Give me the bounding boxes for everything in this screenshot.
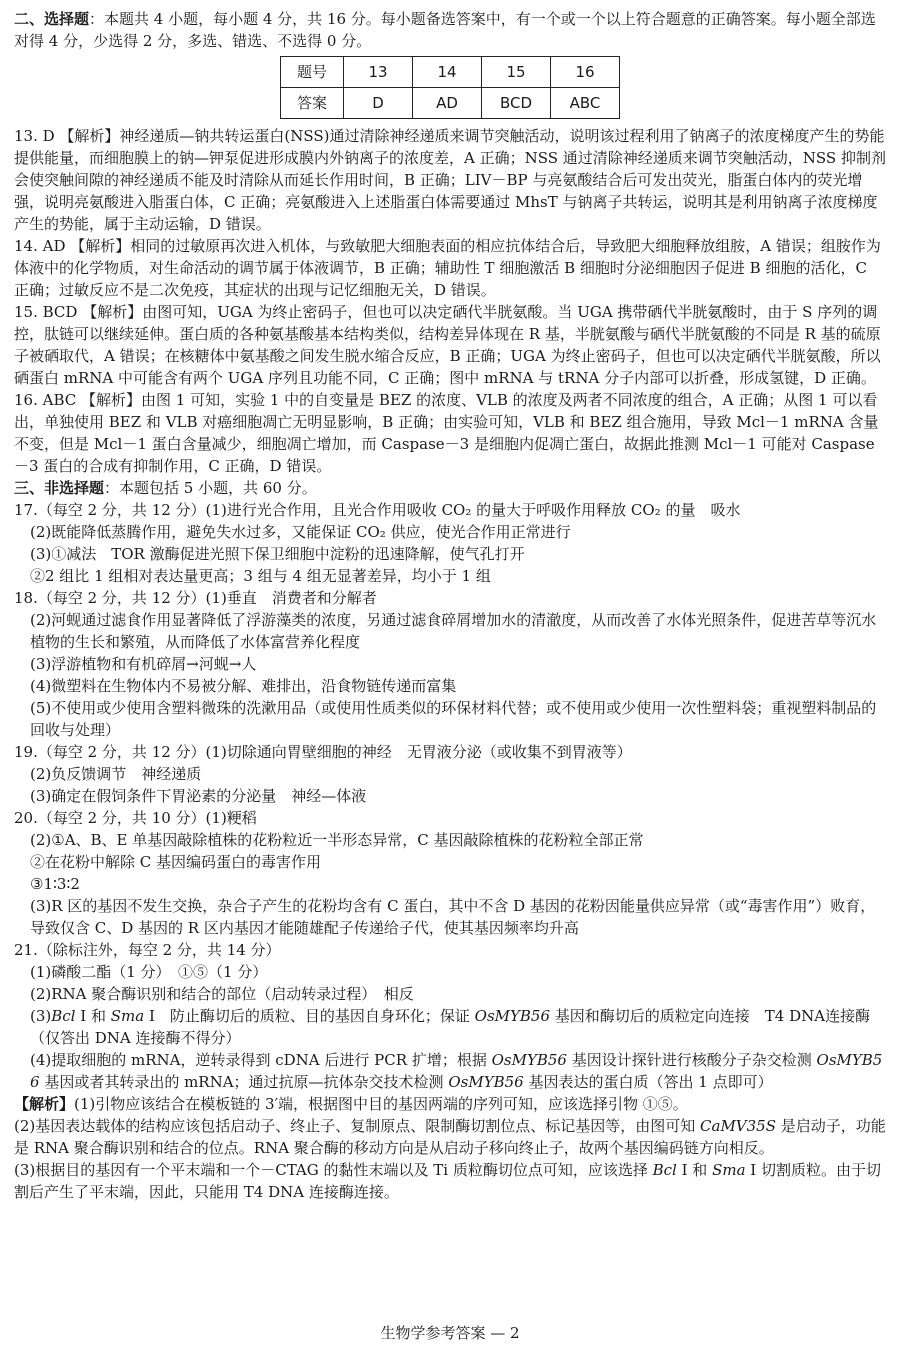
text-span: Ⅰ 防止酶切后的质粒、目的基因自身环化；保证 [144, 1007, 475, 1025]
enzyme-name: Sma [712, 1161, 746, 1179]
text-span: (1)引物应该结合在模板链的 3′端，根据图中目的基因两端的序列可知，应该选择引物 ①⑤。 [74, 1095, 688, 1113]
answer-16: 16. ABC 【解析】由图 1 可知，实验 1 中的自变量是 BEZ 的浓度、VLB 的浓度及两者不同浓度的组合，A 正确；从图 1 可以看出，单独使用 BEZ 和 VLB 对癌细胞凋亡无明显影响，B 正确；由实验可知，VLB 和 BEZ 组合施用，导致 Mcl－1 mRNA 含量不变，但是 Mcl－1 蛋白含量减少，细胞凋亡增加，而 Caspase－3 是细胞内促凋亡蛋白，故据此推测 Mcl－1 可能对 Caspase－3 蛋白的合成有抑制作用，C 正确，D 错误。 [14, 391, 879, 475]
text-span: Ⅰ 和 [75, 1007, 111, 1025]
answer-21-part3 [14, 1005, 886, 1049]
answer-page [14, 8, 886, 1203]
answer-20-line: (3)R 区的基因不发生交换，杂合子产生的花粉均含有 C 蛋白，其中不含 D 基因的花粉因能量供应异常（或“毒害作用”）败育，导致仅含 C、D 基因的 R 区内基因才能随雄配子传递给子代，使其基因频率均升高 [30, 897, 876, 937]
answer-21-part2: (2)RNA 聚合酶识别和结合的部位（启动转录过程） 相反 [30, 985, 414, 1003]
answer-18-line: (4)微塑料在生物体内不易被分解、难排出，沿食物链传递而富集 [30, 677, 457, 695]
answer-18-line: (5)不使用或少使用含塑料微珠的洗漱用品（或使用性质类似的环保材料代替；或不使用或少使用一次性塑料袋；重视塑料制品的回收与处理） [30, 699, 877, 739]
text-span: 基因设计探针进行核酸分子杂交检测 [566, 1051, 817, 1069]
gene-name: OsMYB56 [474, 1007, 551, 1025]
table-row [281, 88, 620, 119]
answer-15: 15. BCD 【解析】由图可知，UGA 为终止密码子，但也可以决定硒代半胱氨酸。当 UGA 携带硒代半胱氨酸时，由于 S 序列的调控，肽链可以继续延伸。蛋白质的各种氨基酸基本结构类似，结构差异体现在 R 基，半胱氨酸与硒代半胱氨酸的不同是 R 基的硫原子被硒取代，A 错误；在核糖体中氨基酸之间发生脱水缩合反应，B 正确；UGA 为终止密码子，但也可以决定硒代半胱氨酸，所以硒蛋白 mRNA 中可能含有两个 UGA 序列且功能不同，C 正确；图中 mRNA 与 tRNA 分子内部可以折叠，形成氢键，D 正确。 [14, 303, 881, 387]
analysis-part1 [14, 1093, 886, 1115]
table-cell: 14 [413, 57, 482, 88]
section2-title: 二、选择题 [14, 10, 90, 28]
text-span: (4)提取细胞的 mRNA，逆转录得到 cDNA 后进行 PCR 扩增；根据 [30, 1051, 492, 1069]
section3-intro: ：本题包括 5 小题，共 60 分。 [104, 479, 317, 497]
text-span: 基因或者其转录出的 mRNA；通过抗原—抗体杂交技术检测 [39, 1073, 449, 1091]
table-cell: 15 [482, 57, 551, 88]
table-cell: BCD [482, 88, 551, 119]
promoter-name: CaMV35S [700, 1117, 777, 1135]
text-span: (3)根据目的基因有一个平末端和一个－CTAG 的黏性末端以及 Ti 质粒酶切位点可知，应该选择 [14, 1161, 653, 1179]
section2-intro: ：本题共 4 小题，每小题 4 分，共 16 分。每小题备选答案中，有一个或一个以上符合题意的正确答案。每小题全部选对得 4 分，少选得 2 分，多选、错选、不选得 0 分。 [14, 10, 876, 50]
text-span: (2)基因表达载体的结构应该包括启动子、终止子、复制原点、限制酶切割位点、标记基因等，由图可知 [14, 1117, 701, 1135]
enzyme-name: Bcl [51, 1007, 76, 1025]
answer-17-line: ②2 组比 1 组相对表达量更高；3 组与 4 组无显著差异，均小于 1 组 [30, 567, 491, 585]
answer-19-line: (2)负反馈调节 神经递质 [30, 765, 202, 783]
enzyme-name: Bcl [652, 1161, 677, 1179]
answer-20-line: 20.（每空 2 分，共 10 分）(1)粳稻 [14, 809, 257, 827]
answer-21-part1: (1)磷酸二酯（1 分） ①⑤（1 分） [30, 963, 268, 981]
gene-name: OsMYB56 [491, 1051, 567, 1069]
answer-17-line: (2)既能降低蒸腾作用，避免失水过多，又能保证 CO₂ 供应，使光合作用正常进行 [30, 523, 571, 541]
answer-18-line: 18.（每空 2 分，共 12 分）(1)垂直 消费者和分解者 [14, 589, 377, 607]
analysis-part3 [14, 1159, 886, 1203]
gene-name: OsMYB56 [448, 1073, 524, 1091]
answer-20-line: ②在花粉中解除 C 基因编码蛋白的毒害作用 [30, 853, 322, 871]
table-header-cell: 题号 [281, 57, 344, 88]
table-header-cell: 答案 [281, 88, 344, 119]
answer-21-head: 21.（除标注外，每空 2 分，共 14 分） [14, 941, 281, 959]
answer-19-line: (3)确定在假饲条件下胃泌素的分泌量 神经—体液 [30, 787, 367, 805]
table-row [281, 57, 620, 88]
text-span: (3) [30, 1007, 52, 1025]
answer-18-line: (2)河蚬通过滤食作用显著降低了浮游藻类的浓度，另通过滤食碎屑增加水的清澈度，从而改善了水体光照条件，促进苦草等沉水植物的生长和繁殖，从而降低了水体富营养化程度 [30, 611, 877, 651]
gene-name: OsMYB56 [30, 1051, 883, 1091]
section2-heading [14, 8, 886, 52]
text-span: 基因表达的蛋白质（答出 1 点即可） [523, 1073, 773, 1091]
table-cell: 16 [551, 57, 620, 88]
analysis-label: 【解析】 [14, 1095, 75, 1113]
text-span: 是启动子，功能是 RNA 聚合酶识别和结合的位点。RNA 聚合酶的移动方向是从启动子移向终止子，故两个基因编码链方向相反。 [14, 1117, 886, 1157]
answer-13: 13. D 【解析】神经递质—钠共转运蛋白(NSS)通过清除神经递质来调节突触活动，说明该过程利用了钠离子的浓度梯度产生的势能提供能量，而细胞膜上的钠—钾泵促进形成膜内外钠离子的浓度差，A 正确；NSS 通过清除神经递质来调节突触活动，NSS 抑制剂会使突触间隙的神经递质不能及时清除从而延长作用时间，B 正确；LIV－BP 与亮氨酸结合后可发出荧光，脂蛋白体内的荧光增强，说明亮氨酸进入脂蛋白体，C 正确；亮氨酸进入上述脂蛋白体需要通过 MhsT 与钠离子共转运，说明其是利用钠离子浓度梯度产生的势能，属于主动运输，D 错误。 [14, 127, 886, 233]
answer-14: 14. AD 【解析】相同的过敏原再次进入机体，与致敏肥大细胞表面的相应抗体结合后，导致肥大细胞释放组胺，A 错误；组胺作为体液中的化学物质，对生命活动的调节属于体液调节，B 正确；辅助性 T 细胞激活 B 细胞时分泌细胞因子促进 B 细胞的活化，C 正确；过敏反应不是二次免疫，其症状的出现与记忆细胞无关，D 错误。 [14, 237, 881, 299]
answer-18-line: (3)浮游植物和有机碎屑→河蚬→人 [30, 655, 257, 673]
answer-17-line: (3)①减法 TOR 激酶促进光照下保卫细胞中淀粉的迅速降解，使气孔打开 [30, 545, 525, 563]
text-span: Ⅰ 切割质粒。由于切割后产生了平末端，因此，只能用 T4 DNA 连接酶连接。 [14, 1161, 881, 1201]
answer-20-line: ③1∶3∶2 [30, 875, 80, 893]
section3-title: 三、非选择题 [14, 479, 105, 497]
answer-20-line: (2)①A、B、E 单基因敲除植株的花粉粒近一半形态异常，C 基因敲除植株的花粉粒全部正常 [30, 831, 644, 849]
table-cell: 13 [344, 57, 413, 88]
answer-17-line: 17.（每空 2 分，共 12 分）(1)进行光合作用，且光合作用吸收 CO₂ 的量大于呼吸作用释放 CO₂ 的量 吸水 [14, 501, 741, 519]
table-cell: ABC [551, 88, 620, 119]
answer-21-part4 [14, 1049, 886, 1093]
enzyme-name: Sma [110, 1007, 145, 1025]
table-cell: D [344, 88, 413, 119]
page-footer: 生物学参考答案 — 2 [380, 1324, 520, 1342]
table-cell: AD [413, 88, 482, 119]
text-span: Ⅰ 和 [676, 1161, 713, 1179]
section3-heading [14, 477, 886, 499]
answer-19-line: 19.（每空 2 分，共 12 分）(1)切除通向胃壁细胞的神经 无胃液分泌（或收集不到胃液等） [14, 743, 632, 761]
text-span: 基因和酶切后的质粒定向连接 T4 DNA连接酶（仅答出 DNA 连接酶不得分） [30, 1007, 871, 1047]
analysis-part2 [14, 1115, 886, 1159]
answer-table [280, 56, 620, 119]
